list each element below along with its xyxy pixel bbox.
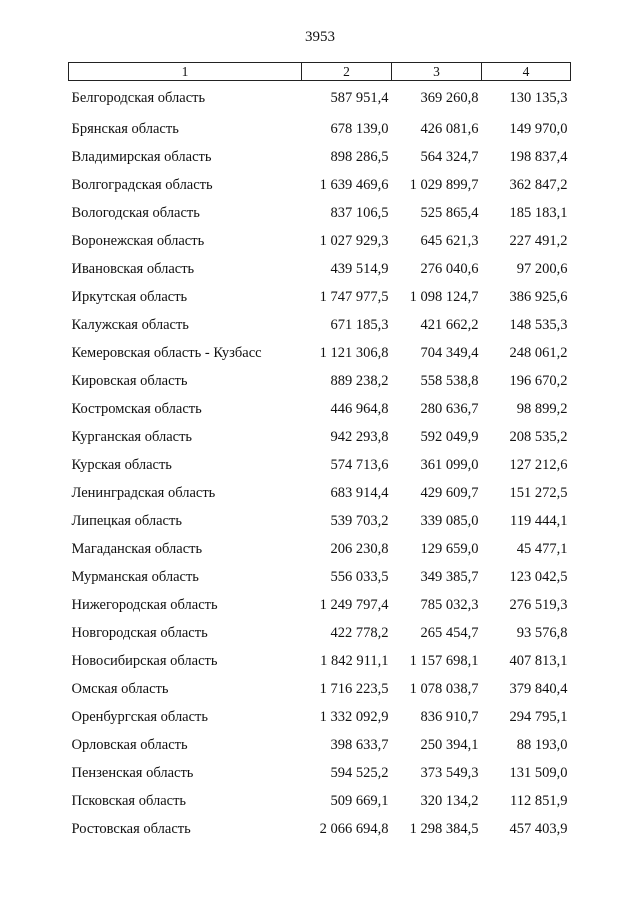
column-3-value-cell: 421 662,2 [420,316,479,333]
region-name-cell: Кировская область [71,372,188,389]
column-header-3: 3 [392,63,482,81]
column-3-value-cell: 525 865,4 [420,204,479,221]
column-2-value-cell: 2 066 694,8 [319,820,389,837]
table-row [69,143,571,171]
column-3-value-cell: 129 659,0 [420,540,479,557]
column-3-value-cell: 280 636,7 [420,400,479,417]
column-4-value-cell: 248 061,2 [509,344,568,361]
table-row [69,451,571,479]
column-4-value-cell: 379 840,4 [509,680,568,697]
column-4-value-cell: 208 535,2 [509,428,568,445]
region-name-cell: Волгоградская область [71,176,213,193]
table-row [69,759,571,787]
table-row [69,675,571,703]
region-name-cell: Орловская область [71,736,188,753]
column-4-value-cell: 457 403,9 [509,820,568,837]
column-2-value-cell: 439 514,9 [330,260,389,277]
column-4-value-cell: 88 193,0 [516,736,568,753]
column-3-value-cell: 1 078 038,7 [409,680,479,697]
region-data-table [68,62,571,843]
table-row [69,479,571,507]
region-name-cell: Брянская область [71,120,179,137]
column-2-value-cell: 898 286,5 [330,148,389,165]
column-3-value-cell: 1 298 384,5 [409,820,479,837]
column-4-value-cell: 294 795,1 [509,708,568,725]
table-row [69,535,571,563]
column-3-value-cell: 426 081,6 [420,120,479,137]
region-name-cell: Липецкая область [71,512,182,529]
table-row [69,647,571,675]
region-name-cell: Ивановская область [71,260,195,277]
region-name-cell: Кемеровская область - Кузбасс [71,344,262,361]
column-3-value-cell: 1 157 698,1 [409,652,479,669]
column-3-value-cell: 265 454,7 [420,624,479,641]
region-name-cell: Ленинградская область [71,484,216,501]
column-3-value-cell: 369 260,8 [420,89,479,106]
column-4-value-cell: 98 899,2 [516,400,568,417]
column-3-value-cell: 592 049,9 [420,428,479,445]
column-2-value-cell: 1 639 469,6 [319,176,389,193]
column-2-value-cell: 1 716 223,5 [319,680,389,697]
column-2-value-cell: 587 951,4 [330,89,389,106]
header-row [69,63,571,81]
column-2-value-cell: 1 027 929,3 [319,232,389,249]
column-2-value-cell: 539 703,2 [330,512,389,529]
column-4-value-cell: 123 042,5 [509,568,568,585]
column-2-value-cell: 678 139,0 [330,120,389,137]
table-row [69,227,571,255]
table-row [69,591,571,619]
column-4-value-cell: 198 837,4 [509,148,568,165]
region-name-cell: Магаданская область [71,540,203,557]
column-4-value-cell: 407 813,1 [509,652,568,669]
table-row [69,703,571,731]
column-4-value-cell: 151 272,5 [509,484,568,501]
column-2-value-cell: 942 293,8 [330,428,389,445]
table-body [69,81,571,844]
table-header [69,63,571,81]
table-row [69,255,571,283]
region-name-cell: Владимирская область [71,148,212,165]
table-row [69,171,571,199]
column-2-value-cell: 509 669,1 [330,792,389,809]
column-4-value-cell: 119 444,1 [510,512,568,529]
table-row [69,815,571,843]
region-name-cell: Новосибирская область [71,652,218,669]
table-row [69,731,571,759]
column-2-value-cell: 1 747 977,5 [319,288,389,305]
column-2-value-cell: 446 964,8 [330,400,389,417]
column-4-value-cell: 127 212,6 [509,456,568,473]
column-2-value-cell: 574 713,6 [330,456,389,473]
region-name-cell: Омская область [71,680,169,697]
table-row [69,283,571,311]
column-2-value-cell: 671 185,3 [330,316,389,333]
region-name-cell: Новгородская область [71,624,208,641]
column-2-value-cell: 594 525,2 [330,764,389,781]
region-name-cell: Иркутская область [71,288,188,305]
region-name-cell: Курганская область [71,428,193,445]
table-row [69,563,571,591]
region-name-cell: Псковская область [71,792,187,809]
column-2-value-cell: 1 842 911,1 [320,652,389,669]
column-3-value-cell: 645 621,3 [420,232,479,249]
table-row [69,395,571,423]
column-2-value-cell: 1 121 306,8 [319,344,389,361]
column-2-value-cell: 683 914,4 [330,484,389,501]
column-4-value-cell: 97 200,6 [516,260,568,277]
column-3-value-cell: 1 029 899,7 [409,176,479,193]
column-2-value-cell: 398 633,7 [330,736,389,753]
column-4-value-cell: 149 970,0 [509,120,568,137]
table-row [69,115,571,143]
column-3-value-cell: 836 910,7 [420,708,479,725]
column-3-value-cell: 361 099,0 [420,456,479,473]
column-2-value-cell: 1 249 797,4 [319,596,389,613]
column-4-value-cell: 227 491,2 [509,232,568,249]
column-4-value-cell: 196 670,2 [509,372,568,389]
column-3-value-cell: 320 134,2 [420,792,479,809]
column-3-value-cell: 429 609,7 [420,484,479,501]
column-3-value-cell: 1 098 124,7 [409,288,479,305]
column-3-value-cell: 373 549,3 [420,764,479,781]
region-name-cell: Белгородская область [71,89,206,106]
column-4-value-cell: 276 519,3 [509,596,568,613]
table-row [69,367,571,395]
column-2-value-cell: 1 332 092,9 [319,708,389,725]
column-4-value-cell: 185 183,1 [509,204,568,221]
region-name-cell: Оренбургская область [71,708,209,725]
column-2-value-cell: 837 106,5 [330,204,389,221]
region-name-cell: Калужская область [71,316,189,333]
column-3-value-cell: 250 394,1 [420,736,479,753]
region-name-cell: Мурманская область [71,568,199,585]
table-row [69,311,571,339]
table-row [69,787,571,815]
column-3-value-cell: 276 040,6 [420,260,479,277]
column-3-value-cell: 558 538,8 [420,372,479,389]
table-row [69,507,571,535]
table-row [69,619,571,647]
region-name-cell: Нижегородская область [71,596,218,613]
column-3-value-cell: 785 032,3 [420,596,479,613]
column-4-value-cell: 131 509,0 [509,764,568,781]
column-3-value-cell: 339 085,0 [420,512,479,529]
column-3-value-cell: 704 349,4 [420,344,479,361]
region-name-cell: Костромская область [71,400,202,417]
column-4-value-cell: 148 535,3 [509,316,568,333]
column-4-value-cell: 93 576,8 [516,624,568,641]
column-4-value-cell: 386 925,6 [509,288,568,305]
column-3-value-cell: 349 385,7 [420,568,479,585]
region-name-cell: Воронежская область [71,232,205,249]
column-2-value-cell: 422 778,2 [330,624,389,641]
column-header-1: 1 [69,63,302,81]
region-name-cell: Ростовская область [71,820,191,837]
column-header-2: 2 [302,63,392,81]
column-2-value-cell: 556 033,5 [330,568,389,585]
table-row [69,81,571,116]
column-2-value-cell: 889 238,2 [330,372,389,389]
region-name-cell: Пензенская область [71,764,194,781]
column-4-value-cell: 112 851,9 [510,792,568,809]
table-row [69,199,571,227]
column-4-value-cell: 130 135,3 [509,89,568,106]
column-header-4: 4 [482,63,571,81]
region-name-cell: Курская область [71,456,172,473]
page-number: 3953 [305,29,335,45]
column-4-value-cell: 45 477,1 [516,540,568,557]
column-4-value-cell: 362 847,2 [509,176,568,193]
column-3-value-cell: 564 324,7 [420,148,479,165]
table-row [69,339,571,367]
table-row [69,423,571,451]
region-name-cell: Вологодская область [71,204,200,221]
column-2-value-cell: 206 230,8 [330,540,389,557]
